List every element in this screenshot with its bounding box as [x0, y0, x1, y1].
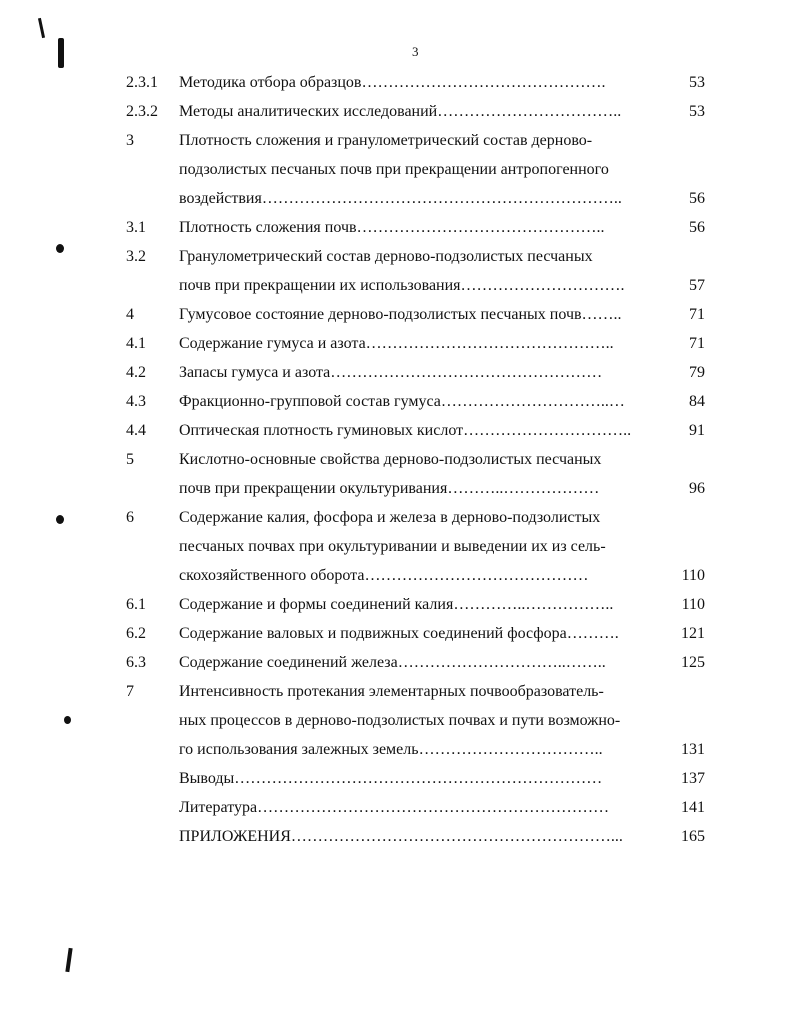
toc-entry-number: 6.1: [126, 596, 146, 613]
toc-entry-page: 110: [681, 596, 705, 613]
toc-entry-number: 4.3: [126, 393, 146, 410]
toc-entry-title: ПРИЛОЖЕНИЯ……………………………………………………...: [179, 828, 623, 845]
toc-entry-page: 165: [681, 828, 705, 845]
toc-entry-line: [126, 445, 711, 474]
toc-entry-title: Содержание гумуса и азота………………………………………..: [179, 335, 614, 352]
toc-entry-line: [126, 561, 711, 590]
toc-entry-number: 4.4: [126, 422, 146, 439]
toc-entry-line: [126, 706, 711, 735]
toc-entry-title: Гумусовое состояние дерново-подзолистых песчаных почв……..: [179, 306, 622, 323]
toc-entry-number: 3.2: [126, 248, 146, 265]
toc-entry-title: песчаных почвах при окультуривании и выведении их из сель-: [179, 538, 606, 555]
toc-entry-page: 137: [681, 770, 705, 787]
toc-entry-line: [126, 213, 711, 242]
toc-entry-line: [126, 735, 711, 764]
toc-entry-title: Оптическая плотность гуминовых кислот…………………………..: [179, 422, 632, 439]
toc-entry-line: [126, 126, 711, 155]
toc-entry-page: 57: [689, 277, 705, 294]
toc-entry-page: 125: [681, 654, 705, 671]
toc-entry-page: 56: [689, 190, 705, 207]
toc-entry-page: 121: [681, 625, 705, 642]
toc-entry-line: [126, 474, 711, 503]
toc-entry-page: 84: [689, 393, 705, 410]
toc-entry-number: 7: [126, 683, 134, 700]
toc-entry-line: [126, 416, 711, 445]
toc-entry-line: [126, 300, 711, 329]
toc-entry-line: [126, 503, 711, 532]
toc-entry-line: [126, 387, 711, 416]
toc-entry-page: 141: [681, 799, 705, 816]
toc-entry-number: 4.2: [126, 364, 146, 381]
toc-entry-title: Кислотно-основные свойства дерново-подзолистых песчаных: [179, 451, 602, 468]
toc-entry-page: 96: [689, 480, 705, 497]
toc-entry-number: 6.3: [126, 654, 146, 671]
toc-entry-title: го использования залежных земель……………………………..: [179, 741, 603, 758]
toc-entry-title: Интенсивность протекания элементарных почвообразователь-: [179, 683, 604, 700]
toc-entry-line: [126, 822, 711, 851]
punch-hole-mark: [56, 515, 64, 524]
toc-entry-line: [126, 329, 711, 358]
toc-entry-title: ных процессов в дерново-подзолистых почвах и пути возможно-: [179, 712, 621, 729]
toc-entry-page: 56: [689, 219, 705, 236]
toc-entry-title: Содержание валовых и подвижных соединений фосфора……….: [179, 625, 619, 642]
toc-entry-number: 6.2: [126, 625, 146, 642]
toc-entry-line: [126, 271, 711, 300]
toc-entry-title: Гранулометрический состав дерново-подзолистых песчаных: [179, 248, 593, 265]
toc-entry-page: 91: [689, 422, 705, 439]
toc-entry-title: подзолистых песчаных почв при прекращении антропогенного: [179, 161, 609, 178]
scan-artifact-mark: [38, 18, 45, 38]
toc-entry-title: почв при прекращении окультуривания………..………………: [179, 480, 600, 497]
toc-entry-line: [126, 764, 711, 793]
toc-entry-title: Методика отбора образцов……………………………………….: [179, 74, 606, 91]
toc-entry-title: Запасы гумуса и азота……………………………………………: [179, 364, 603, 381]
page-number: 3: [412, 44, 419, 59]
toc-entry-line: [126, 184, 711, 213]
toc-entry-page: 131: [681, 741, 705, 758]
scan-artifact-mark: [65, 948, 72, 972]
toc-entry-line: [126, 590, 711, 619]
toc-entry-number: 3.1: [126, 219, 146, 236]
toc-entry-line: [126, 242, 711, 271]
toc-entry-title: Содержание и формы соединений калия…………..……………..: [179, 596, 614, 613]
toc-entry-number: 2.3.2: [126, 103, 158, 120]
punch-hole-mark: [56, 244, 64, 253]
toc-entry-line: [126, 532, 711, 561]
toc-entry-line: [126, 648, 711, 677]
toc-entry-title: Содержание соединений железа…………………………..……..: [179, 654, 606, 671]
toc-entry-title: Плотность сложения и гранулометрический состав дерново-: [179, 132, 593, 149]
toc-entry-page: 110: [681, 567, 705, 584]
toc-entry-line: [126, 155, 711, 184]
toc-entry-title: Литература…………………………………………………………: [179, 799, 610, 816]
toc-entry-line: [126, 358, 711, 387]
toc-entry-title: почв при прекращении их использования………………………….: [179, 277, 625, 294]
toc-entry-line: [126, 619, 711, 648]
toc-entry-page: 53: [689, 74, 705, 91]
toc-entry-number: 6: [126, 509, 134, 526]
toc-entry-title: воздействия…………………………………………………………..: [179, 190, 622, 207]
punch-hole-mark: [64, 716, 71, 724]
toc-entry-title: Методы аналитических исследований……………………………..: [179, 103, 622, 120]
toc-entry-title: Содержание калия, фосфора и железа в дерново-подзолистых: [179, 509, 601, 526]
table-of-contents: [126, 68, 711, 851]
toc-entry-line: [126, 793, 711, 822]
toc-entry-page: 71: [689, 335, 705, 352]
toc-entry-number: 4.1: [126, 335, 146, 352]
toc-entry-title: Выводы……………………………………………………………: [179, 770, 603, 787]
toc-entry-title: Плотность сложения почв………………………………………..: [179, 219, 605, 236]
toc-entry-title: Фракционно-групповой состав гумуса…………………………..…: [179, 393, 625, 410]
toc-entry-number: 5: [126, 451, 134, 468]
toc-entry-page: 79: [689, 364, 705, 381]
toc-entry-number: 3: [126, 132, 134, 149]
toc-entry-line: [126, 68, 711, 97]
toc-entry-number: 4: [126, 306, 134, 323]
toc-entry-page: 53: [689, 103, 705, 120]
toc-entry-line: [126, 97, 711, 126]
toc-entry-title: скохозяйственного оборота……………………………………: [179, 567, 589, 584]
toc-entry-line: [126, 677, 711, 706]
toc-entry-page: 71: [689, 306, 705, 323]
toc-entry-number: 2.3.1: [126, 74, 158, 91]
scan-artifact-mark: [58, 38, 64, 68]
